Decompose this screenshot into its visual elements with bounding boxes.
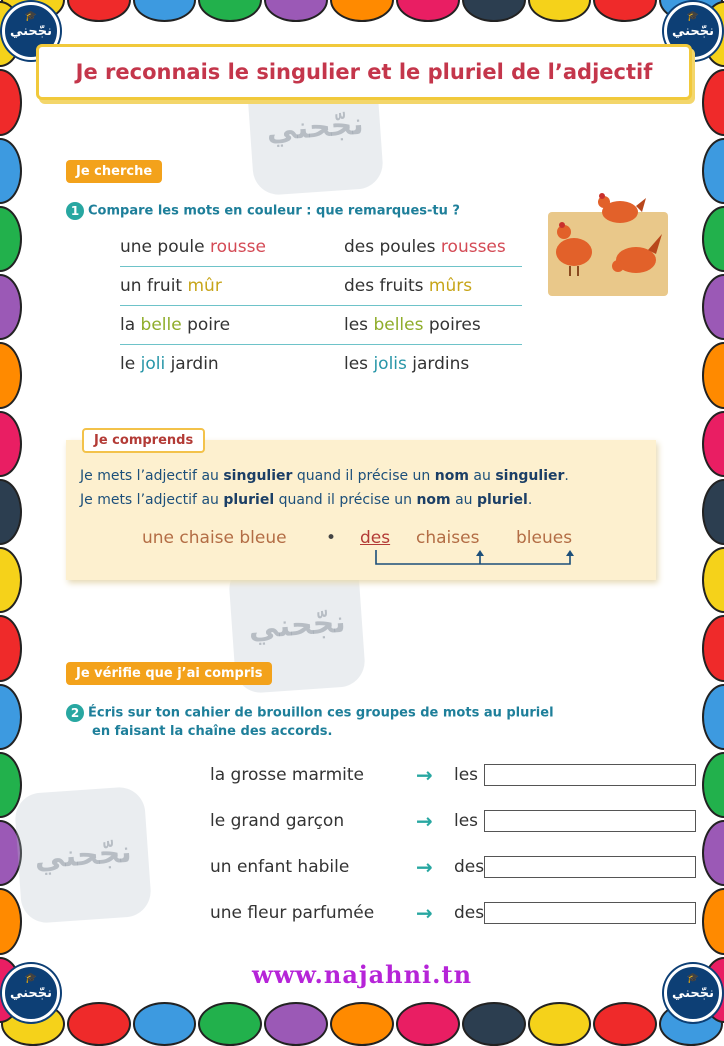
page-title-banner xyxy=(36,44,692,100)
border-scallop xyxy=(702,411,724,477)
exercise-item xyxy=(210,844,698,890)
example-singular: une chaise bleue xyxy=(142,528,287,548)
najahni-logo-top-right: 🎓 نجّحني xyxy=(664,2,722,60)
exercise-number-1: 1 xyxy=(66,202,84,220)
rule-line-1: Je mets l’adjectif au singulier quand il précise un nom au singulier. xyxy=(80,468,569,484)
exercise-determiner: les xyxy=(454,765,479,785)
adjective-pairs-table xyxy=(120,228,522,383)
plural-cell: les belles poires xyxy=(344,315,481,335)
arrow-right-icon: → xyxy=(416,855,433,879)
border-scallop xyxy=(593,0,657,22)
singular-cell: le joli jardin xyxy=(120,354,219,374)
border-scallop xyxy=(702,615,724,681)
exercise-phrase: la grosse marmite xyxy=(210,765,365,785)
border-scallop xyxy=(198,0,262,22)
pair-row xyxy=(120,306,522,345)
watermark-logo: نجّحني xyxy=(14,786,153,925)
pair-row xyxy=(120,345,522,383)
border-scallop xyxy=(264,0,328,22)
singular-cell: un fruit mûr xyxy=(120,276,222,296)
hens-illustration xyxy=(548,184,668,296)
exercise-determiner: des xyxy=(454,903,485,923)
singular-cell: une poule rousse xyxy=(120,237,266,257)
border-scallop xyxy=(396,1002,460,1046)
page-title: Je reconnais le singulier et le pluriel de l’adjectif xyxy=(75,60,653,84)
najahni-logo-top-left: 🎓 نجّحني xyxy=(2,2,60,60)
border-scallop xyxy=(0,274,22,340)
border-scallop xyxy=(0,888,22,954)
pair-row xyxy=(120,228,522,267)
border-scallop xyxy=(133,1002,197,1046)
border-scallop xyxy=(702,274,724,340)
rule-line-2: Je mets l’adjectif au pluriel quand il précise un nom au pluriel. xyxy=(80,492,533,508)
border-scallop xyxy=(67,1002,131,1046)
exercise-determiner: les xyxy=(454,811,479,831)
border-scallop xyxy=(0,138,22,204)
exercise-number-2: 2 xyxy=(66,704,84,722)
najahni-logo-bottom-left: 🎓 نجّحني xyxy=(2,964,60,1022)
border-scallop xyxy=(0,69,22,135)
najahni-logo-bottom-right: 🎓 نجّحني xyxy=(664,964,722,1022)
border-scallop xyxy=(462,1002,526,1046)
watermark-logo: نجّحني xyxy=(246,58,385,197)
border-scallop xyxy=(702,888,724,954)
section-tag-comprends: Je comprends xyxy=(82,428,205,453)
exercise-phrase: une fleur parfumée xyxy=(210,903,375,923)
example-plural-det: des xyxy=(360,528,391,548)
border-scallop xyxy=(702,138,724,204)
plural-cell: des fruits mûrs xyxy=(344,276,473,296)
border-scallop xyxy=(396,0,460,22)
example-bullet: • xyxy=(326,528,337,548)
plural-cell: les jolis jardins xyxy=(344,354,470,374)
border-scallop xyxy=(0,547,22,613)
border-scallop xyxy=(198,1002,262,1046)
border-scallop xyxy=(702,547,724,613)
border-bottom xyxy=(0,1002,724,1046)
border-scallop xyxy=(0,411,22,477)
arrow-right-icon: → xyxy=(416,763,433,787)
border-scallop xyxy=(133,0,197,22)
border-scallop xyxy=(67,0,131,22)
section-tag-verifie: Je vérifie que j’ai compris xyxy=(66,662,272,685)
border-scallop xyxy=(0,206,22,272)
pair-row xyxy=(120,267,522,306)
border-scallop xyxy=(0,684,22,750)
border-scallop xyxy=(528,0,592,22)
example-plural-noun: chaises xyxy=(416,528,480,548)
answer-field[interactable] xyxy=(484,902,696,924)
border-scallop xyxy=(330,1002,394,1046)
instruction-1 xyxy=(66,202,460,220)
instruction-2 xyxy=(66,704,554,722)
exercise-determiner: des xyxy=(454,857,485,877)
border-scallop xyxy=(0,342,22,408)
exercise-phrase: le grand garçon xyxy=(210,811,345,831)
instruction-2-line2: en faisant la chaîne des accords. xyxy=(92,724,333,739)
exercise-item xyxy=(210,752,698,798)
plural-cell: des poules rousses xyxy=(344,237,506,257)
border-scallop xyxy=(264,1002,328,1046)
watermark-logo: نجّحني xyxy=(228,556,367,695)
agreement-chain-arrows xyxy=(370,548,580,570)
exercise-item xyxy=(210,890,698,936)
instruction-2-line1: Écris sur ton cahier de brouillon ces groupes de mots au pluriel xyxy=(88,705,554,721)
arrow-right-icon: → xyxy=(416,809,433,833)
border-scallop xyxy=(702,69,724,135)
border-scallop xyxy=(593,1002,657,1046)
section-tag-cherche: Je cherche xyxy=(66,160,162,183)
border-scallop xyxy=(528,1002,592,1046)
border-scallop xyxy=(702,820,724,886)
border-scallop xyxy=(702,479,724,545)
border-scallop xyxy=(0,615,22,681)
answer-field[interactable] xyxy=(484,856,696,878)
exercise-list xyxy=(210,752,698,936)
answer-field[interactable] xyxy=(484,810,696,832)
example-plural-adj: bleues xyxy=(516,528,573,548)
border-scallop xyxy=(702,752,724,818)
border-scallop xyxy=(702,206,724,272)
border-scallop xyxy=(702,684,724,750)
border-scallop xyxy=(462,0,526,22)
border-right xyxy=(702,0,724,1024)
border-scallop xyxy=(0,479,22,545)
arrow-right-icon: → xyxy=(416,901,433,925)
singular-cell: la belle poire xyxy=(120,315,231,335)
border-scallop xyxy=(330,0,394,22)
exercise-phrase: un enfant habile xyxy=(210,857,350,877)
exercise-item xyxy=(210,798,698,844)
border-scallop xyxy=(702,342,724,408)
answer-field[interactable] xyxy=(484,764,696,786)
footer-website-link[interactable]: www.najahni.tn xyxy=(251,960,473,989)
instruction-1-text: Compare les mots en couleur : que remarques-tu ? xyxy=(88,203,460,219)
border-top xyxy=(0,0,724,22)
